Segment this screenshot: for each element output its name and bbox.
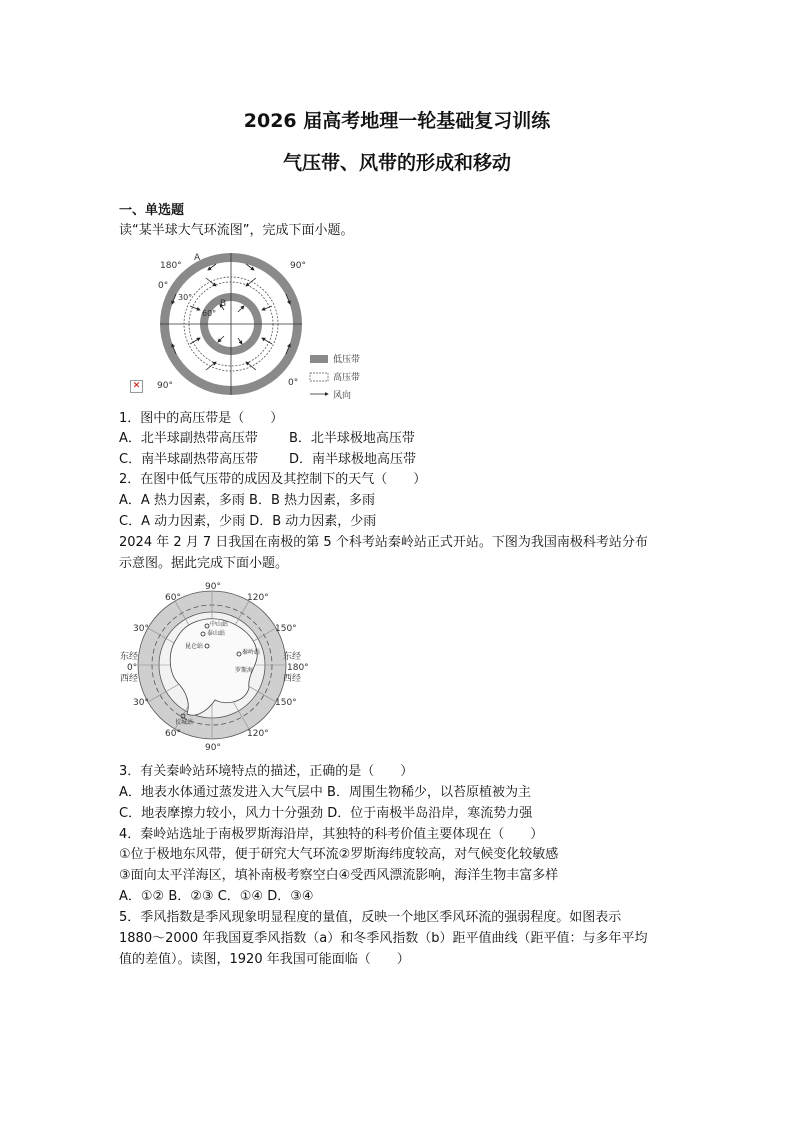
group2-intro-line2: 示意图。据此完成下面小题。 xyxy=(119,556,289,571)
q1-option-b: B．北半球极地高压带 xyxy=(289,431,415,446)
legend-low-label: 低压带 xyxy=(333,355,361,365)
q5-line1: 5．季风指数是季风现象明显程度的量值，反映一个地区季风环流的强弱程度。如图表示 xyxy=(119,910,622,925)
group1-intro: 读“某半球大气环流图”，完成下面小题。 xyxy=(119,223,354,238)
document-subtitle: 气压带、风带的形成和移动 xyxy=(282,152,511,174)
map-deg-60-bottom: 60° xyxy=(165,729,181,739)
fig1-label-90-top: 90° xyxy=(290,261,306,271)
map-deg-150-bottom: 150° xyxy=(275,698,297,708)
antarctica-station-map xyxy=(115,578,315,758)
map-deg-90-top: 90° xyxy=(205,582,221,592)
map-deg-0: 0° xyxy=(127,663,138,673)
q4-statements-2: ③面向太平洋海区，填补南极考察空白④受西风漂流影响，海洋生物丰富多样 xyxy=(119,868,559,883)
q1-option-d: D．南半球极地高压带 xyxy=(289,452,417,467)
map-label-kunlun: 昆仑站 xyxy=(185,643,204,650)
q3-stem: 3．有关秦岭站环境特点的描述，正确的是（ ） xyxy=(119,764,414,779)
map-label-east-right: 东经 xyxy=(283,652,302,662)
q3-options-ab: A．地表水体通过蒸发进入大气层中 B．周围生物稀少，以苔原植被为主 xyxy=(119,785,531,800)
legend-high-label: 高压带 xyxy=(333,373,361,383)
map-label-changcheng: 长城站 xyxy=(175,719,194,726)
q2-options-ab: A．A 热力因素，多雨 B．B 热力因素，多雨 xyxy=(119,493,376,508)
map-label-west-left: 西经 xyxy=(120,674,139,684)
document-title: 2026 届高考地理一轮基础复习训练 xyxy=(243,110,551,132)
map-label-ross-sea: 罗斯海 xyxy=(235,667,254,674)
legend-wind-label: 风向 xyxy=(333,391,352,401)
q5-line2: 1880～2000 年我国夏季风指数（a）和冬季风指数（b）距平值曲线（距平值：与多年平均 xyxy=(119,931,648,946)
fig1-label-30: 30° xyxy=(178,293,193,302)
q5-line3: 值的差值）。读图，1920 年我国可能面临（ ） xyxy=(119,952,410,967)
fig1-label-60: 60° xyxy=(202,309,217,318)
fig1-label-0-side: 0° xyxy=(158,281,169,291)
map-deg-120-bottom: 120° xyxy=(247,729,269,739)
fig1-label-90-bottom: 90° xyxy=(157,381,173,391)
q4-options: A．①② B．②③ C．①④ D．③④ xyxy=(119,889,314,904)
group2-intro-line1: 2024 年 2 月 7 日我国在南极的第 5 个科考站秦岭站正式开站。下图为我国南极科考站分布 xyxy=(119,535,648,550)
legend-high-swatch xyxy=(310,373,328,381)
q2-stem: 2．在图中低气压带的成因及其控制下的天气（ ） xyxy=(119,472,427,487)
q1-option-c: C．南半球副热带高压带 xyxy=(119,452,259,467)
map-label-west-right: 西经 xyxy=(283,674,302,684)
broken-image-icon: ✕ xyxy=(130,380,143,393)
map-label-zhongshan: 中山站 xyxy=(210,621,229,628)
q1-stem: 1．图中的高压带是（ ） xyxy=(119,411,284,426)
map-deg-150-top: 150° xyxy=(275,624,297,634)
fig1-label-0-bottom: 0° xyxy=(288,378,299,388)
section-heading: 一、单选题 xyxy=(119,203,185,218)
map-label-east-left: 东经 xyxy=(120,652,139,662)
q3-options-cd: C．地表摩擦力较小，风力十分强劲 D．位于南极半岛沿岸，寒流势力强 xyxy=(119,806,533,821)
q4-stem: 4．秦岭站选址于南极罗斯海沿岸，其独特的科考价值主要体现在（ ） xyxy=(119,827,544,842)
fig1-label-A: A xyxy=(194,253,201,263)
map-deg-90-bottom: 90° xyxy=(205,743,221,753)
fig1-label-180: 180° xyxy=(160,261,182,271)
map-deg-120-top: 120° xyxy=(247,593,269,603)
map-deg-60-top: 60° xyxy=(165,593,181,603)
map-label-taishan: 泰山站 xyxy=(207,630,226,637)
map-deg-180: 180° xyxy=(287,663,309,673)
circulation-figure xyxy=(128,248,388,408)
legend-low-swatch xyxy=(310,355,328,363)
q2-options-cd: C．A 动力因素，少雨 D．B 动力因素，少雨 xyxy=(119,514,377,529)
q4-statements-1: ①位于极地东风带，便于研究大气环流②罗斯海纬度较高，对气候变化较敏感 xyxy=(119,847,559,862)
map-label-qinling: 秦岭站 xyxy=(242,649,261,656)
q1-option-a: A．北半球副热带高压带 xyxy=(119,431,258,446)
map-deg-30-bottom: 30° xyxy=(133,698,149,708)
map-deg-30-top: 30° xyxy=(133,624,149,634)
fig1-label-B: B xyxy=(220,299,227,309)
